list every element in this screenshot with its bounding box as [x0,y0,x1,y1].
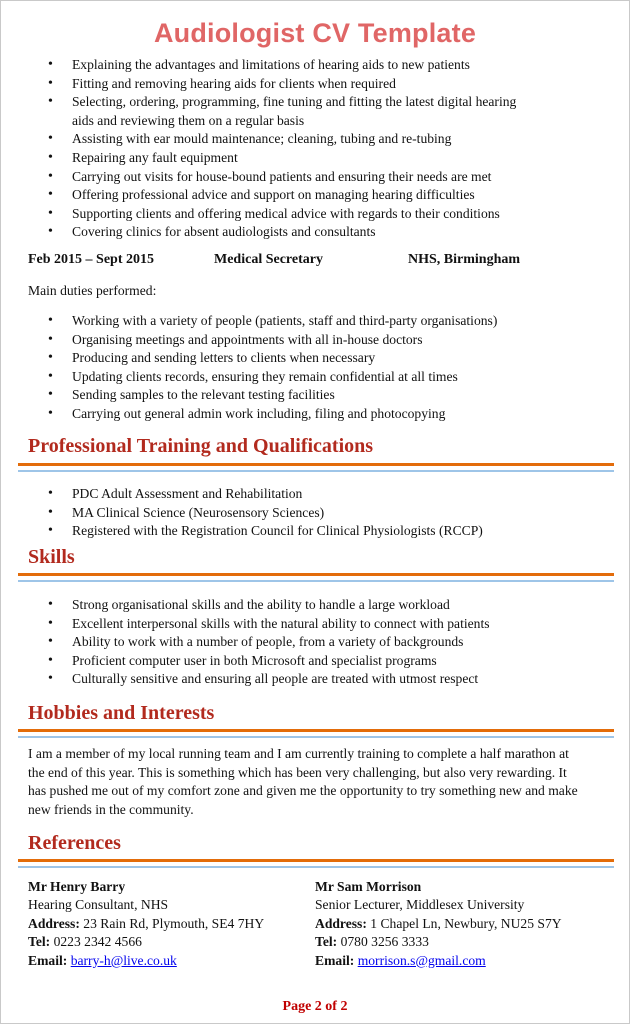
list-item: • Carrying out general admin work including, filing and photocopying [48,405,608,424]
reference-position: Senior Lecturer, Middlesex University [315,897,525,913]
list-item: • Assisting with ear mould maintenance; cleaning, tubing and re-tubing [48,130,608,149]
list-item: • PDC Adult Assessment and Rehabilitation [48,485,608,504]
list-item: • Excellent interpersonal skills with the natural ability to connect with patients [48,615,608,634]
list-item: • Working with a variety of people (patients, staff and third-party organisations) [48,312,608,331]
hobbies-heading: Hobbies and Interests [28,702,215,724]
list-item: • MA Clinical Science (Neurosensory Sciences) [48,504,608,523]
list-item: • Repairing any fault equipment [48,149,608,168]
list-item: • Supporting clients and offering medical advice with regards to their conditions [48,205,608,224]
list-item: • Offering professional advice and support on managing hearing difficulties [48,186,608,205]
reference-name: Mr Henry Barry [28,879,126,894]
reference-tel-row [28,933,264,951]
job2-duties-label: Main duties performed: [28,283,157,298]
skills-heading: Skills [28,546,75,568]
list-item: • Sending samples to the relevant testing facilities [48,386,608,405]
section-divider [18,729,614,732]
document-title: Audiologist CV Template [153,18,477,48]
job2-header [28,252,608,272]
reference-email-row [315,952,562,970]
list-item: • Covering clinics for absent audiologists and consultants [48,223,608,242]
reference-address: 23 Rain Rd, Plymouth, SE4 7HY [83,915,265,931]
address-label: Address: [28,915,80,931]
tel-label: Tel: [315,934,338,950]
job1-duties-list [48,56,608,242]
list-item: • Proficient computer user in both Microsoft and specialist programs [48,652,608,671]
email-label: Email: [315,952,355,968]
list-item: • Updating clients records, ensuring they remain confidential at all times [48,368,608,387]
list-item: • Ability to work with a number of people, from a variety of backgrounds [48,633,608,652]
section-divider [18,463,614,466]
page-number: Page 2 of 2 [282,999,348,1014]
list-item: • Fitting and removing hearing aids for clients when required [48,75,608,94]
reference-address-row [315,915,562,933]
reference-email-link[interactable]: barry-h@live.co.uk [70,952,177,968]
reference-tel-row [315,933,562,951]
section-divider [18,736,614,738]
list-item: • Explaining the advantages and limitations of hearing aids to new patients [48,56,608,75]
section-divider [18,573,614,576]
reference-address: 1 Chapel Ln, Newbury, NU25 S7Y [370,915,562,931]
list-item: • Culturally sensitive and ensuring all people are treated with utmost respect [48,670,608,689]
reference-tel: 0780 3256 3333 [340,934,429,950]
section-divider [18,866,614,868]
list-item: • Carrying out visits for house-bound patients and ensuring their needs are met [48,168,608,187]
job2-duties-list [48,312,608,424]
hobbies-text: I am a member of my local running team and I am currently training to complete a half marathon at the end of this year. This is something which has been very challenging, but also very rewarding. It has pushed me out of my comfort zone and given me the opportunity to try something new and make new friends in the community. [28,746,578,817]
job2-employer: NHS, Birmingham [408,252,521,267]
training-list [48,485,608,541]
list-item: • Producing and sending letters to clients when necessary [48,349,608,368]
reference-name: Mr Sam Morrison [315,879,422,894]
section-divider [18,470,614,472]
list-item: • Strong organisational skills and the ability to handle a large workload [48,596,608,615]
reference-email-link[interactable]: morrison.s@gmail.com [357,952,486,968]
tel-label: Tel: [28,934,51,950]
list-item: • Registered with the Registration Council for Clinical Physiologists (RCCP) [48,522,608,541]
address-label: Address: [315,915,367,931]
skills-list [48,596,608,689]
list-item: • Organising meetings and appointments with all in-house doctors [48,331,608,350]
training-heading: Professional Training and Qualifications [28,435,374,457]
reference-tel: 0223 2342 4566 [53,934,142,950]
section-divider [18,859,614,862]
reference-2 [315,878,562,970]
reference-email-row [28,952,264,970]
section-divider [18,580,614,582]
job2-role: Medical Secretary [214,252,323,267]
job2-dates: Feb 2015 – Sept 2015 [28,252,154,267]
reference-position: Hearing Consultant, NHS [28,897,169,913]
references-heading: References [28,832,121,854]
email-label: Email: [28,952,68,968]
reference-address-row [28,915,264,933]
list-item: • Selecting, ordering, programming, fine tuning and fitting the latest digital hearing aids and reviewing them on a regular basis [48,93,532,130]
reference-1 [28,878,264,970]
